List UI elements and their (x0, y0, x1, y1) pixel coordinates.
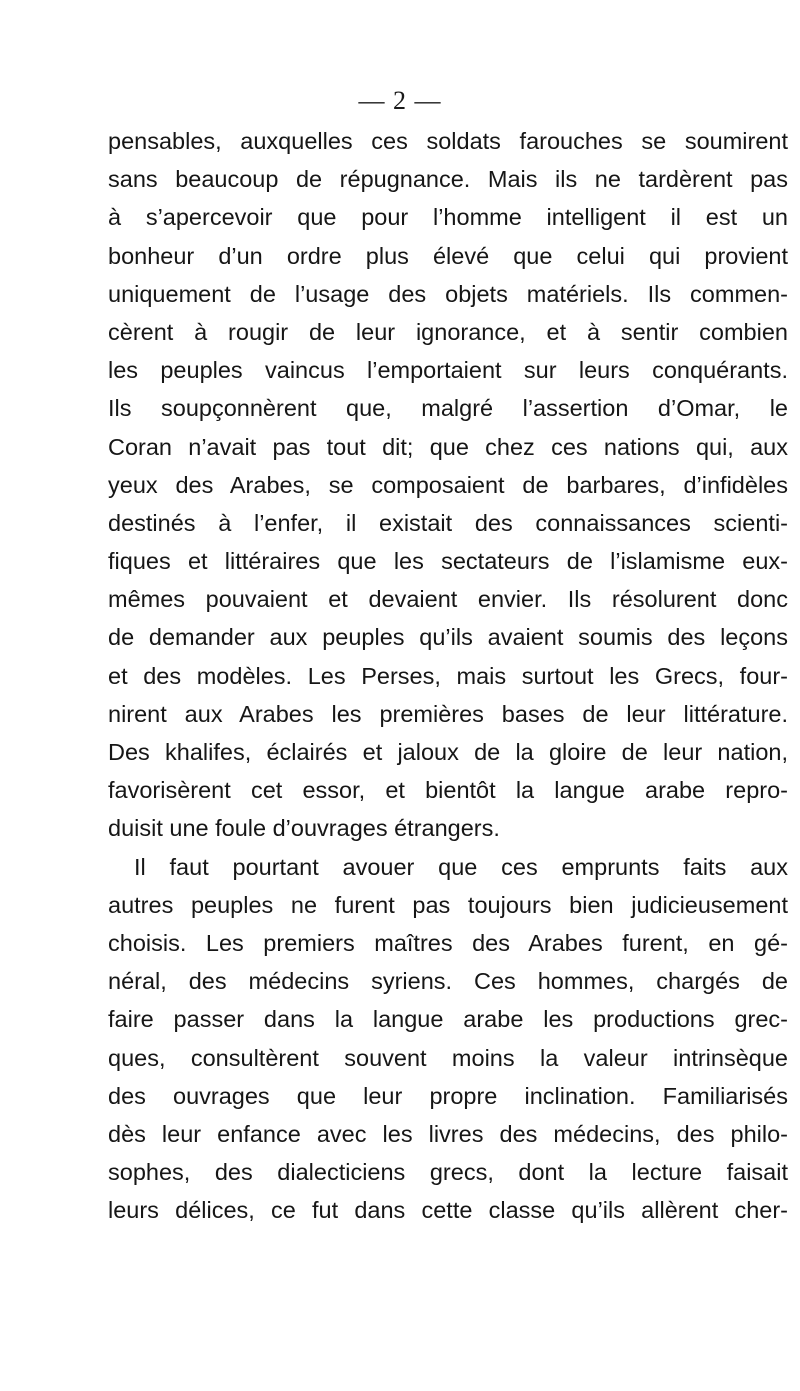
text-line: choisis. Les premiers maîtres des Arabes furent, en gé- (108, 929, 788, 956)
text-line: fiques et littéraires que les sectateurs de l’islamisme eux- (108, 548, 788, 575)
text-line: sans beaucoup de répugnance. Mais ils ne tardèrent pas (108, 166, 788, 193)
text-line: Ils soupçonnèrent que, malgré l’assertion d’Omar, le (108, 395, 788, 422)
text-line: autres peuples ne furent pas toujours bien judicieusement (108, 891, 788, 918)
body-text (108, 122, 788, 1229)
text-line: leurs délices, ce fut dans cette classe qu’ils allèrent cher- (108, 1197, 788, 1224)
text-line: de demander aux peuples qu’ils avaient soumis des leçons (108, 624, 788, 651)
text-line: faire passer dans la langue arabe les productions grec- (108, 1006, 788, 1033)
text-line: uniquement de l’usage des objets matériels. Ils commen- (108, 280, 788, 307)
page-number: — 2 — (358, 86, 442, 115)
text-line: nirent aux Arabes les premières bases de leur littérature. (108, 700, 788, 727)
text-line: et des modèles. Les Perses, mais surtout les Grecs, four- (108, 662, 788, 689)
text-line: destinés à l’enfer, il existait des connaissances scienti- (108, 509, 788, 536)
text-line: sophes, des dialecticiens grecs, dont la lecture faisait (108, 1159, 788, 1186)
text-line: à s’apercevoir que pour l’homme intelligent il est un (108, 204, 788, 231)
text-line: yeux des Arabes, se composaient de barbares, d’infidèles (108, 471, 788, 498)
text-line: mêmes pouvaient et devaient envier. Ils résolurent donc (108, 586, 788, 613)
text-line: Des khalifes, éclairés et jaloux de la gloire de leur nation, (108, 739, 788, 765)
text-line: ques, consultèrent souvent moins la valeur intrinsèque (108, 1044, 788, 1071)
paragraph-start-line: Il faut pourtant avouer que ces emprunts faits aux (134, 853, 788, 880)
text-line: des ouvrages que leur propre inclination. Familiarisés (108, 1082, 788, 1109)
text-line: les peuples vaincus l’emportaient sur leurs conquérants. (108, 357, 788, 384)
text-line: néral, des médecins syriens. Ces hommes, chargés de (108, 968, 788, 995)
text-line: dès leur enfance avec les livres des médecins, des philo- (108, 1120, 788, 1147)
text-line: cèrent à rougir de leur ignorance, et à sentir combien (108, 318, 788, 345)
text-line: Coran n’avait pas tout dit; que chez ces nations qui, aux (108, 433, 788, 460)
paragraph-end-line: duisit une foule d’ouvrages étrangers. (108, 815, 500, 842)
text-line: pensables, auxquelles ces soldats farouches se soumirent (108, 128, 788, 154)
text-line: favorisèrent cet essor, et bientôt la langue arabe repro- (108, 777, 788, 804)
text-line: bonheur d’un ordre plus élevé que celui qui provient (108, 242, 788, 269)
